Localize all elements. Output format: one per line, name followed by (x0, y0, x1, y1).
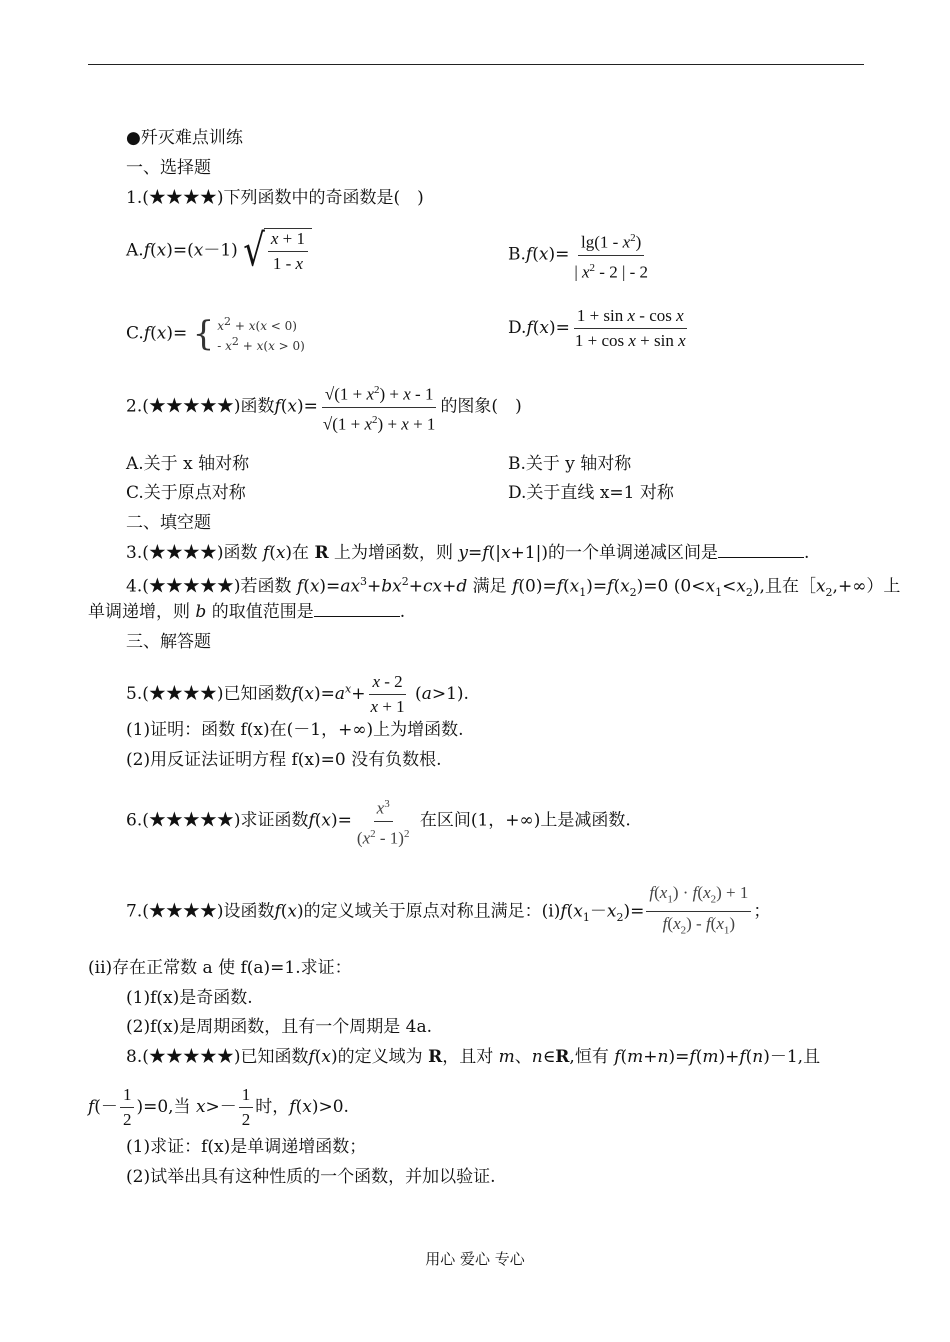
q8-part1: (1)求证：f(x)是单调递增函数； (126, 1137, 367, 1157)
part1-heading: 一、选择题 (126, 158, 211, 178)
q8-stem-line2: f(－ $\frac{1}{2}$ )=0,当 x>－ $\frac{1}{2}$ 时，f(x)>0. (88, 1085, 349, 1129)
q1-option-a: A.f(x)=(x－1) √ $\frac{x + 1}{1 - x}$ (126, 228, 312, 274)
q8-part2: (2)试举出具有这种性质的一个函数，并加以验证. (126, 1167, 496, 1187)
q5-part1: (1)证明：函数 f(x)在(－1，+∞)上为增函数. (126, 720, 464, 740)
part2-heading: 二、填空题 (126, 513, 211, 533)
q5-part2: (2)用反证法证明方程 f(x)=0 没有负数根. (126, 750, 442, 770)
q2-option-b: B.关于 y 轴对称 (508, 454, 632, 474)
q1-stem: 1.(★★★★)下列函数中的奇函数是( ) (126, 188, 424, 208)
q1-option-d: D.f(x)= $\frac{\text{1 + sin x - cos x}}{\text{1 + cos x + sin x}}$ (508, 306, 686, 350)
sqrt-expression: √ $\frac{x + 1}{1 - x}$ (243, 228, 312, 274)
header-rule (88, 64, 864, 65)
section-heading: ●歼灭难点训练 (126, 128, 243, 148)
q2-option-c: C.关于原点对称 (126, 483, 246, 503)
q2-stem: 2.(★★★★★)函数f(x)= $\frac{√(1 + x^2) + x - 1}{√(1 + x^2) + x + 1}$ 的图象( ) (126, 380, 522, 434)
q8-stem-line1: 8.(★★★★★)已知函数f(x)的定义域为 R，且对 m、n∈R,恒有 f(m+n)=f(m)+f(n)－1,且 (126, 1047, 821, 1067)
part3-heading: 三、解答题 (126, 632, 211, 652)
q3-stem: 3.(★★★★)函数 f(x)在 R 上为增函数，则 y=f(|x+1|)的一个单调递减区间是 . (126, 543, 810, 563)
q7-part2: (2)f(x)是周期函数，且有一个周期是 4a. (126, 1017, 432, 1037)
q2-option-a: A.关于 x 轴对称 (126, 454, 250, 474)
q7-condition-ii: (ii)存在正常数 a 使 f(a)=1.求证： (88, 958, 352, 978)
q7-stem: 7.(★★★★)设函数f(x)的定义域关于原点对称且满足：$(i)f(x_1-x_2)=$ $\frac{f(x_1) \cdot f(x_2) + 1}{f(x_2) - f(x_1)}$ ； (126, 883, 771, 937)
q1-option-b: B.f(x)= $\frac{\lg(1 - x^2)}{| x^2 - 2 | - 2}$ (508, 228, 653, 282)
piecewise-expression: { $x^2 + x(x < 0)$ - $x^2 + x(x > 0)$ (192, 314, 305, 354)
q5-stem: 5.(★★★★)已知函数$f(x)=a^x+$ $\frac{x - 2}{x + 1}$ (a>1). (126, 672, 469, 716)
q7-part1: (1)f(x)是奇函数. (126, 988, 253, 1008)
page-footer: 用心 爱心 专心 (425, 1250, 525, 1268)
q6-stem: 6.(★★★★★)求证函数f(x)= $\frac{x^3}{(x^2 - 1)^2}$ 在区间(1，+∞)上是减函数. (126, 794, 631, 848)
q2-option-d: D.关于直线 x=1 对称 (508, 483, 674, 503)
q4-stem-line2: 单调递增，则 b 的取值范围是 . (88, 602, 406, 622)
q1-option-c: C.f(x)= { $x^2 + x(x < 0)$ - $x^2 + x(x > 0)$ (126, 314, 305, 354)
q4-stem-line1: 4.(★★★★★)若函数 $f(x)=ax^3+bx^2+cx+d$ 满足 $f(0)=f(x_1)=f(x_2)=0$ $(0<x_1<x_2)$,且在$[x_2,+\infty$）上 (126, 575, 901, 600)
